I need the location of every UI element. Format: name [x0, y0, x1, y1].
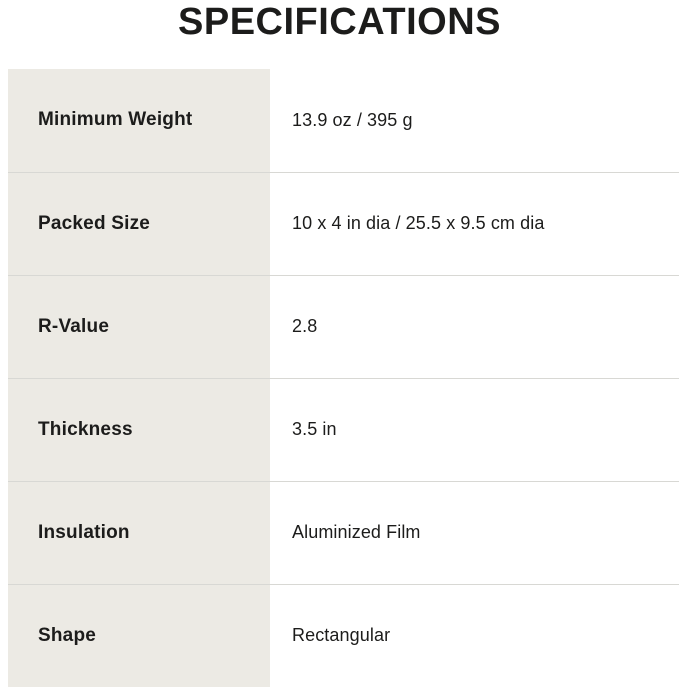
spec-value-packed-size: 10 x 4 in dia / 25.5 x 9.5 cm dia	[270, 172, 679, 275]
spec-value-thickness: 3.5 in	[270, 378, 679, 481]
page-title: SPECIFICATIONS	[178, 1, 501, 43]
table-row	[8, 69, 679, 172]
spec-label-insulation: Insulation	[8, 481, 270, 584]
table-row	[8, 172, 679, 275]
spec-value-shape: Rectangular	[270, 584, 679, 687]
spec-label-minimum-weight: Minimum Weight	[8, 69, 270, 172]
table-row	[8, 275, 679, 378]
spec-label-thickness: Thickness	[8, 378, 270, 481]
table-row	[8, 481, 679, 584]
spec-label-shape: Shape	[8, 584, 270, 687]
spec-value-minimum-weight: 13.9 oz / 395 g	[270, 69, 679, 172]
table-row	[8, 584, 679, 687]
spec-label-packed-size: Packed Size	[8, 172, 270, 275]
table-row	[8, 378, 679, 481]
spec-value-r-value: 2.8	[270, 275, 679, 378]
spec-value-insulation: Aluminized Film	[270, 481, 679, 584]
specifications-table	[8, 69, 679, 687]
spec-label-r-value: R-Value	[8, 275, 270, 378]
